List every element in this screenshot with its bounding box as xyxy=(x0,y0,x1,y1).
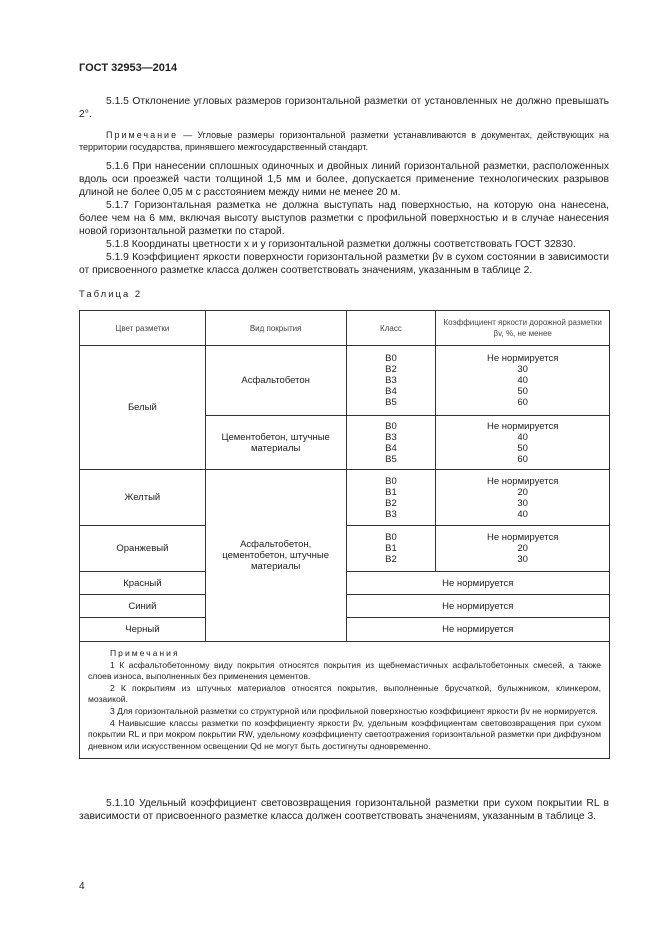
brightness-table xyxy=(79,310,610,759)
table-header-row xyxy=(80,311,610,346)
cell-line: 30 xyxy=(517,364,528,375)
table-notes-row xyxy=(80,642,610,759)
cell-line: B0 xyxy=(385,353,397,364)
cell-line: 50 xyxy=(517,386,528,397)
note-angular xyxy=(79,129,609,153)
cell-line: 20 xyxy=(517,543,528,554)
cell-line: 40 xyxy=(517,375,528,386)
cell-line: B2 xyxy=(385,364,397,375)
cell-lines xyxy=(385,353,397,408)
paragraph-5-1-6: 5.1.6 При нанесении сплошных одиночных и двойных линий горизонтальной разметки, расположенных вдоль оси проезжей части толщиной 1,5 мм и более, допускается применение технологических разрывов длиной не более 0,05 м с расстоянием между ними не менее 20 м. xyxy=(79,161,609,198)
cell-lines xyxy=(385,476,397,520)
cell-line: Не нормируется xyxy=(486,420,559,432)
cell-lines xyxy=(385,421,397,465)
cell-lines xyxy=(487,421,558,465)
cell-line: 20 xyxy=(517,486,528,498)
cell-line: 60 xyxy=(517,397,528,408)
cell-line: B0 xyxy=(385,532,397,543)
note-label: Примечание xyxy=(106,130,179,140)
paragraph-5-1-8: 5.1.8 Координаты цветности x и y горизонтальной разметки должны соответствовать ГОСТ 32830. xyxy=(106,239,576,250)
cell-lines xyxy=(385,532,397,565)
classes xyxy=(346,526,436,572)
values xyxy=(436,470,610,526)
cell-line: 60 xyxy=(517,453,528,465)
cell-lines xyxy=(487,353,558,408)
table-notes xyxy=(80,642,610,759)
cell-line: B5 xyxy=(385,453,397,465)
note-1: 1 К асфальтобетонному виду покрытия относятся покрытия из щебнемастичных асфальтобетонных смесей, а также слоев износа, выполненных без применения цементов. xyxy=(88,659,601,682)
cell-line: B0 xyxy=(385,420,397,432)
cell-line: B0 xyxy=(385,475,397,487)
values xyxy=(436,416,610,470)
cell-line: B3 xyxy=(385,431,397,443)
color-blue: Синий xyxy=(80,595,206,618)
cell-line: B4 xyxy=(385,386,397,397)
cell-line: 40 xyxy=(517,431,528,443)
cell-line: Не нормируется xyxy=(486,353,559,364)
paragraph-5-1-9: 5.1.9 Коэффициент яркости поверхности горизонтальной разметки βv в сухом состоянии в зависимости от присвоенного разметке класса должен соответствовать значениям, указанным в таблице 2. xyxy=(79,252,609,276)
cell-line: B2 xyxy=(385,497,397,509)
cell-line: Не нормируется xyxy=(486,475,559,487)
cell-lines xyxy=(487,476,558,520)
header-coefficient: Коэффициент яркости дорожной разметки βv, %, не менее xyxy=(436,311,610,346)
cell-line: B2 xyxy=(385,554,397,565)
cell-line: B5 xyxy=(385,397,397,408)
body-text-bottom xyxy=(79,797,609,823)
values xyxy=(436,346,610,416)
paragraph-5-1-10: 5.1.10 Удельный коэффициент световозвращения горизонтальной разметки при сухом покрытии RL в зависимости от присвоенного разметке класса должен соответствовать значениям, указанным в таблице 3. xyxy=(79,798,609,822)
cell-line: B3 xyxy=(385,375,397,386)
value-not-normed: Не нормируется xyxy=(346,595,609,618)
note-4: 4 Наивысшие классы разметки по коэффициенту яркости βv, удельным коэффициентам световозвращения при сухом покрытии RL и при мокром покрытии RW, удельному коэффициенту светоотражения горизонтальной разметки при диффузном дневном или искусственном освещении Qd не могут быть достигнуты одновременно. xyxy=(88,717,601,751)
cell-line: B1 xyxy=(385,543,397,554)
value-not-normed: Не нормируется xyxy=(346,618,609,642)
color-red: Красный xyxy=(80,572,206,595)
value-not-normed: Не нормируется xyxy=(346,572,609,595)
paragraph-5-1-7: 5.1.7 Горизонтальная разметка не должна выступать над поверхностью, на которую она нанесена, более чем на 6 мм, включая высоту выступов разметки с профильной поверхностью и в случае нанесения новой горизонтальной разметки по старой. xyxy=(79,200,609,237)
header-color: Цвет разметки xyxy=(80,311,206,346)
table-row xyxy=(80,346,610,416)
cell-lines xyxy=(487,532,558,565)
classes xyxy=(346,416,436,470)
note-3: 3 Для горизонтальной разметки со структурной или профильной поверхностью коэффициент яркости βv не нормируется. xyxy=(110,705,598,716)
cell-line: B4 xyxy=(385,442,397,454)
table-caption: Таблица 2 xyxy=(79,289,143,300)
paragraph-5-1-5: 5.1.5 Отклонение угловых размеров горизонтальной разметки от установленных не должно превышать 2°. xyxy=(79,96,609,120)
cell-line: B3 xyxy=(385,508,397,520)
cell-line: 40 xyxy=(517,508,528,520)
cover-cement: Цементобетон, штучные материалы xyxy=(205,416,346,470)
color-yellow: Желтый xyxy=(80,470,206,526)
page-number: 4 xyxy=(79,881,85,892)
body-text-top xyxy=(79,95,609,277)
cell-line: Не нормируется xyxy=(486,532,559,543)
header-cover: Вид покрытия xyxy=(205,311,346,346)
color-white: Белый xyxy=(80,346,206,470)
note-2: 2 К покрытиям из штучных материалов относятся покрытия, выполненные брусчаткой, булыжником, клинкером, мозаикой. xyxy=(88,682,601,705)
note-text: — Угловые размеры горизонтальной разметки устанавливаются в документах, действующих на территории государства, принявшего межгосударственный стандарт. xyxy=(79,130,609,152)
cover-mixed: Асфальтобетон, цементобетон, штучные материалы xyxy=(205,470,346,642)
color-orange: Оранжевый xyxy=(80,526,206,572)
classes xyxy=(346,346,436,416)
table-row xyxy=(80,470,610,526)
cover-asphalt: Асфальтобетон xyxy=(205,346,346,416)
cell-line: B1 xyxy=(385,486,397,498)
values xyxy=(436,526,610,572)
color-black: Черный xyxy=(80,618,206,642)
classes xyxy=(346,470,436,526)
cell-line: 30 xyxy=(517,497,528,509)
cell-line: 50 xyxy=(517,442,528,454)
header-class: Класс xyxy=(346,311,436,346)
notes-title: Примечания xyxy=(110,648,180,658)
document-header: ГОСТ 32953—2014 xyxy=(79,62,178,74)
cell-line: 30 xyxy=(517,554,528,565)
